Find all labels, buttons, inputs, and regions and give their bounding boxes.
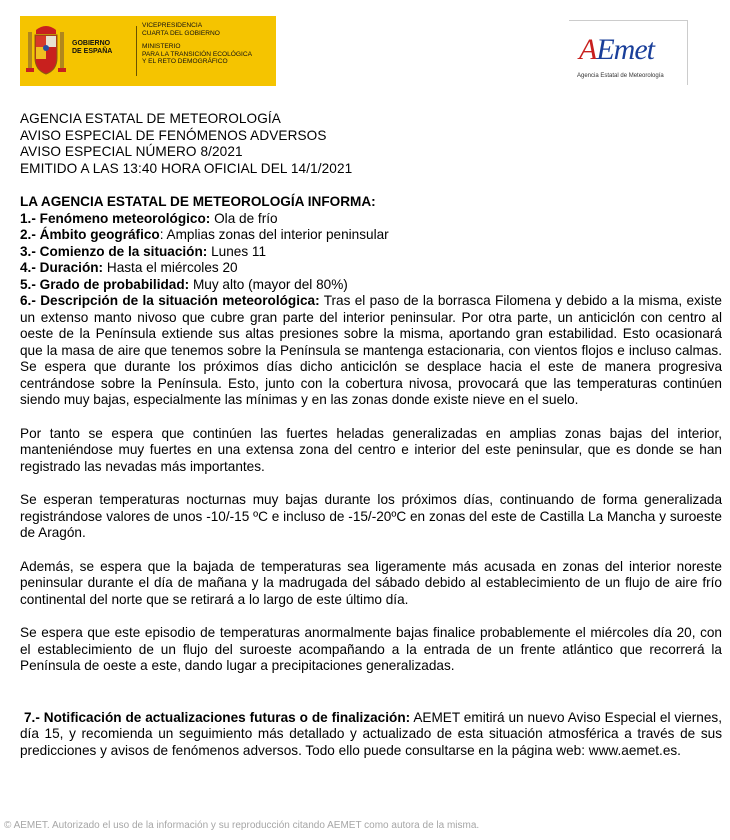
item-phenomenon: 1.- Fenómeno meteorológico: Ola de frío (20, 210, 278, 226)
paragraph: Se espera que este episodio de temperaturas anormalmente bajas finalice probablemente el miércoles día 20, con el establecimiento de un flujo del suroeste acompañando a la entrada de un frente atlántico que recorrerá la Península de oeste a este, dando lugar a precipitaciones generalizadas. (20, 625, 722, 673)
header-divider (136, 26, 137, 76)
paragraph: Además, se espera que la bajada de temperaturas sea ligeramente más acusada en zonas del interior noreste peninsular durante el día de mañana y la madrugada del sábado debido al establecimiento de un flujo de aire frío continental del norte que se retirará a lo largo de este último día. (20, 558, 722, 607)
ministry-name: VICEPRESIDENCIA CUARTA DEL GOBIERNO MINISTERIO PARA LA TRANSICIÓN ECOLÓGICA Y EL RETO DEMOGRÁFICO (142, 22, 253, 66)
item-start: 3.- Comienzo de la situación: Lunes 11 (20, 243, 267, 259)
page-header (20, 16, 710, 88)
paragraph: Por tanto se espera que continúen las fuertes heladas generalizadas en amplias zonas bajas del interior, manteniéndose muy fuertes en una extensa zona del centro e interior del este peninsular, que es donde se han registrado las nevadas más importantes. (20, 425, 722, 474)
bulletin-type-line: AVISO ESPECIAL DE FENÓMENOS ADVERSOS (20, 127, 327, 143)
bulletin-body (20, 111, 722, 759)
paragraph: Se esperan temperaturas nocturnas muy bajas durante los próximos días, continuando de forma generalizada registrándose valores de unos -10/-15 ºC e incluso de -15/-20ºC en zonas del este de Castilla La Mancha y suroeste de Aragón. (20, 492, 722, 540)
item-probability: 5.- Grado de probabilidad: Muy alto (mayor del 80%) (20, 276, 348, 292)
issued-time-line: EMITIDO A LAS 13:40 HORA OFICIAL DEL 14/1/2021 (20, 160, 353, 176)
item-description: 6.- Descripción de la situación meteorológica: Tras el paso de la borrasca Filomena y debido a la misma, existe un extenso manto nivoso que cubre gran parte del interior peninsular. Por otra parte, un anticiclón con centro al oeste de la Península extiende sus altas presiones sobre la misma, aportando gran estabilidad. Esto ocasionará que la masa de aire que tenemos sobre la Península se mantenga estacionaria, con vientos flojos e incluso calmas. Se espera que durante los próximos días dicho anticiclón se desplace hacia el este de manera progresiva centrándose sobre la Península. Esto, junto con la cobertura nivosa, provocará que las temperaturas continúen siendo muy bajas, especialmente las mínimas y en las zonas donde existe nieve en el suelo. (20, 293, 722, 407)
coat-of-arms-icon (24, 22, 68, 80)
item-duration: 4.- Duración: Hasta el miércoles 20 (20, 260, 238, 275)
copyright-footer: © AEMET. Autorizado el uso de la información y su reproducción citando AEMET como autora de la misma. (4, 820, 480, 831)
agency-line: AGENCIA ESTATAL DE METEOROLOGÍA (20, 111, 281, 126)
aemet-logo-word: AEmet (579, 33, 654, 66)
aemet-logo (569, 20, 688, 85)
bulletin-number-line: AVISO ESPECIAL NÚMERO 8/2021 (20, 144, 243, 159)
government-name: GOBIERNO DE ESPAÑA (72, 40, 113, 55)
item-scope: 2.- Ámbito geográfico: Amplias zonas del interior peninsular (20, 227, 389, 242)
informa-heading: LA AGENCIA ESTATAL DE METEOROLOGÍA INFORMA: (20, 194, 376, 209)
item-notification: 7.- Notificación de actualizaciones futuras o de finalización: AEMET emitirá un nuevo Aviso Especial el viernes, día 15, y recomienda un seguimiento más detallado y actualizado de esta situación atmosférica a través de sus predicciones y avisos de fenómenos adversos. Todo ello puede consultarse en la página web: www.aemet.es. (20, 709, 723, 758)
aemet-logo-subtitle: Agencia Estatal de Meteorología (577, 73, 664, 79)
